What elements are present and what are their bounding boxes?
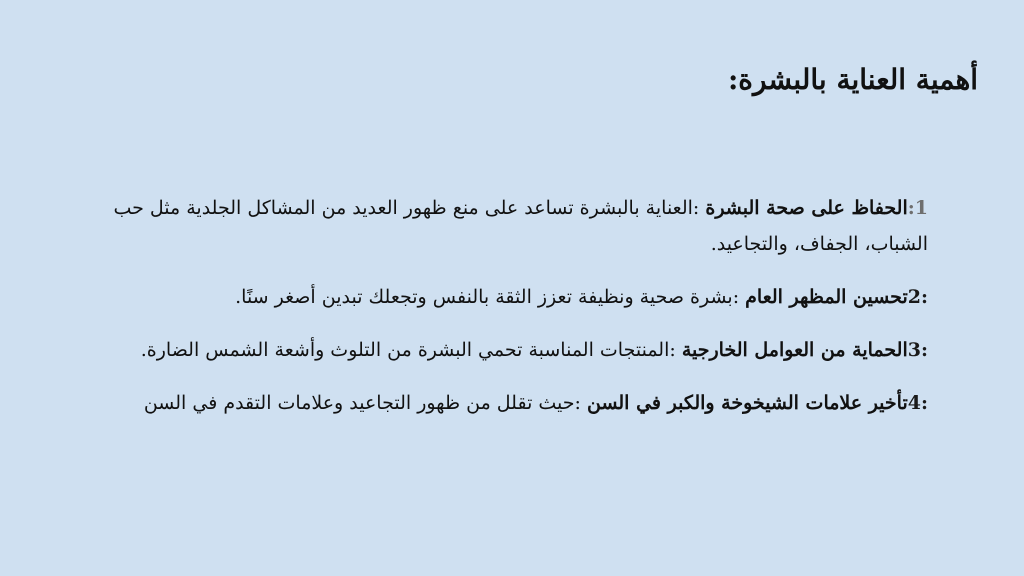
list-item xyxy=(56,190,928,262)
point-body: :بشرة صحية ونظيفة تعزز الثقة بالنفس وتجعلك تبدين أصغر سنًا. xyxy=(235,286,740,308)
point-number: :3 xyxy=(907,339,928,361)
list-item xyxy=(56,279,928,315)
point-body: :العناية بالبشرة تساعد على منع ظهور العديد من المشاكل الجلدية مثل حب الشباب، الجفاف، والتجاعيد. xyxy=(113,197,928,255)
point-body: :المنتجات المناسبة تحمي البشرة من التلوث وأشعة الشمس الضارة. xyxy=(140,339,676,361)
point-heading: تأخير علامات الشيخوخة والكبر في السن xyxy=(586,392,908,414)
list-item xyxy=(56,385,928,421)
point-heading: الحماية من العوامل الخارجية xyxy=(681,339,908,361)
point-number: :2 xyxy=(907,286,928,308)
slide-title: أهمية العناية بالبشرة: xyxy=(727,63,978,96)
point-body: :حيث تقلل من ظهور التجاعيد وعلامات التقدم في السن xyxy=(143,392,581,414)
point-number: :4 xyxy=(907,392,928,414)
list-item xyxy=(56,332,928,368)
point-heading: الحفاظ على صحة البشرة xyxy=(705,197,908,219)
point-number: 1: xyxy=(907,197,928,219)
points-list xyxy=(56,190,928,438)
point-heading: تحسين المظهر العام xyxy=(745,286,908,308)
